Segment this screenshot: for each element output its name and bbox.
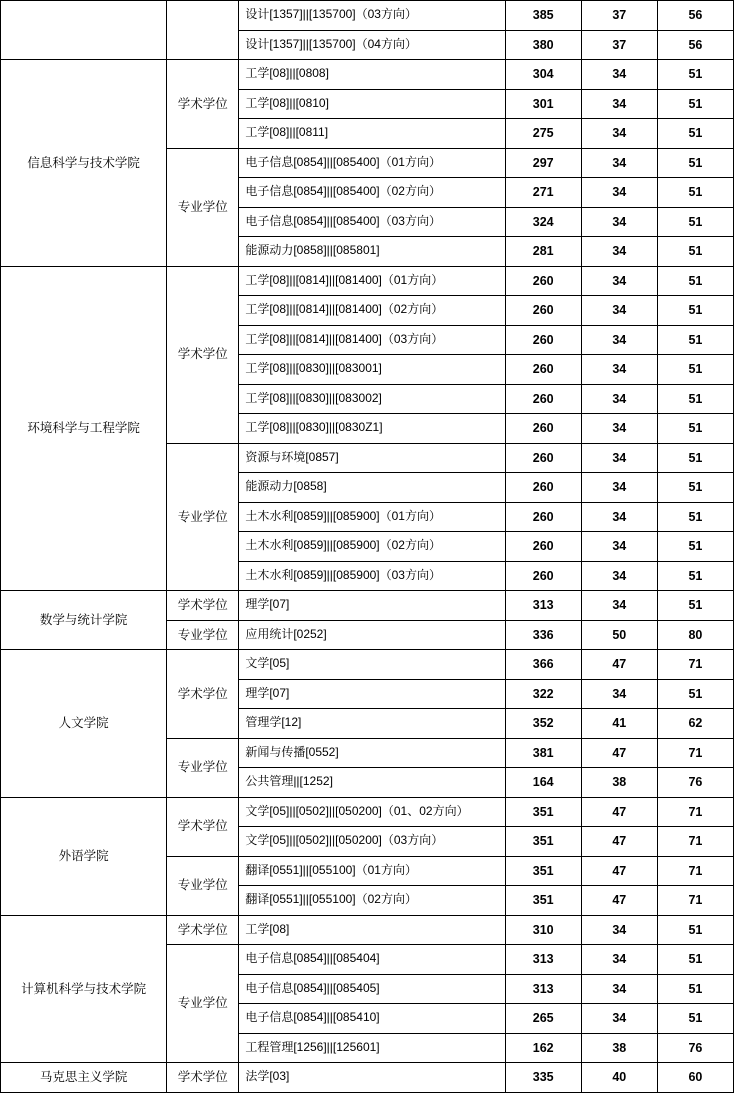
total-score-cell: 271 bbox=[505, 178, 581, 208]
single-subject-1-cell: 41 bbox=[581, 709, 657, 739]
single-subject-2-cell: 51 bbox=[657, 974, 733, 1004]
single-subject-1-cell: 47 bbox=[581, 827, 657, 857]
major-cell: 土木水利[0859]||[085900]（02方向） bbox=[239, 532, 505, 562]
single-subject-2-cell: 51 bbox=[657, 207, 733, 237]
single-subject-1-cell: 34 bbox=[581, 1004, 657, 1034]
single-subject-1-cell: 37 bbox=[581, 1, 657, 31]
single-subject-1-cell: 34 bbox=[581, 915, 657, 945]
single-subject-1-cell: 34 bbox=[581, 502, 657, 532]
single-subject-2-cell: 51 bbox=[657, 296, 733, 326]
single-subject-1-cell: 34 bbox=[581, 414, 657, 444]
single-subject-1-cell: 34 bbox=[581, 355, 657, 385]
single-subject-1-cell: 34 bbox=[581, 591, 657, 621]
degree-type-cell: 专业学位 bbox=[167, 856, 239, 915]
major-cell: 电子信息[0854]||[085400]（01方向） bbox=[239, 148, 505, 178]
single-subject-2-cell: 51 bbox=[657, 384, 733, 414]
total-score-cell: 313 bbox=[505, 591, 581, 621]
degree-type-cell: 学术学位 bbox=[167, 797, 239, 856]
single-subject-2-cell: 51 bbox=[657, 945, 733, 975]
single-subject-1-cell: 34 bbox=[581, 266, 657, 296]
degree-type-cell: 专业学位 bbox=[167, 148, 239, 266]
major-cell: 工学[08]||[0811] bbox=[239, 119, 505, 149]
major-cell: 工学[08]||[0814]||[081400]（03方向） bbox=[239, 325, 505, 355]
table-row bbox=[1, 797, 734, 827]
single-subject-1-cell: 34 bbox=[581, 148, 657, 178]
single-subject-1-cell: 34 bbox=[581, 532, 657, 562]
table-row bbox=[1, 591, 734, 621]
total-score-cell: 162 bbox=[505, 1033, 581, 1063]
single-subject-2-cell: 51 bbox=[657, 89, 733, 119]
major-cell: 工学[08]||[0830]||[083002] bbox=[239, 384, 505, 414]
single-subject-2-cell: 56 bbox=[657, 30, 733, 60]
single-subject-1-cell: 34 bbox=[581, 473, 657, 503]
major-cell: 公共管理||[1252] bbox=[239, 768, 505, 798]
single-subject-1-cell: 34 bbox=[581, 237, 657, 267]
major-cell: 应用统计[0252] bbox=[239, 620, 505, 650]
college-cell: 人文学院 bbox=[1, 650, 167, 798]
degree-type-cell: 专业学位 bbox=[167, 620, 239, 650]
major-cell: 工学[08]||[0814]||[081400]（01方向） bbox=[239, 266, 505, 296]
college-cell: 信息科学与技术学院 bbox=[1, 60, 167, 267]
total-score-cell: 351 bbox=[505, 856, 581, 886]
single-subject-1-cell: 34 bbox=[581, 974, 657, 1004]
degree-type-cell: 学术学位 bbox=[167, 1063, 239, 1093]
degree-type-cell: 学术学位 bbox=[167, 60, 239, 149]
total-score-cell: 336 bbox=[505, 620, 581, 650]
degree-type-cell: 学术学位 bbox=[167, 650, 239, 739]
single-subject-2-cell: 60 bbox=[657, 1063, 733, 1093]
single-subject-2-cell: 51 bbox=[657, 266, 733, 296]
major-cell: 电子信息[0854]||[085400]（02方向） bbox=[239, 178, 505, 208]
single-subject-2-cell: 51 bbox=[657, 148, 733, 178]
total-score-cell: 301 bbox=[505, 89, 581, 119]
total-score-cell: 313 bbox=[505, 945, 581, 975]
major-cell: 翻译[0551]||[055100]（01方向） bbox=[239, 856, 505, 886]
degree-type-cell: 专业学位 bbox=[167, 738, 239, 797]
total-score-cell: 310 bbox=[505, 915, 581, 945]
single-subject-1-cell: 38 bbox=[581, 1033, 657, 1063]
single-subject-2-cell: 51 bbox=[657, 178, 733, 208]
single-subject-1-cell: 34 bbox=[581, 178, 657, 208]
total-score-cell: 260 bbox=[505, 266, 581, 296]
total-score-cell: 335 bbox=[505, 1063, 581, 1093]
table-row bbox=[1, 1, 734, 31]
single-subject-2-cell: 56 bbox=[657, 1, 733, 31]
total-score-cell: 260 bbox=[505, 414, 581, 444]
single-subject-2-cell: 51 bbox=[657, 561, 733, 591]
single-subject-1-cell: 47 bbox=[581, 650, 657, 680]
single-subject-2-cell: 71 bbox=[657, 856, 733, 886]
degree-type-cell: 专业学位 bbox=[167, 945, 239, 1063]
single-subject-2-cell: 62 bbox=[657, 709, 733, 739]
total-score-cell: 275 bbox=[505, 119, 581, 149]
single-subject-1-cell: 34 bbox=[581, 384, 657, 414]
major-cell: 文学[05]||[0502]||[050200]（03方向） bbox=[239, 827, 505, 857]
degree-type-cell bbox=[167, 1, 239, 60]
major-cell: 工程管理[1256]||[125601] bbox=[239, 1033, 505, 1063]
major-cell: 管理学[12] bbox=[239, 709, 505, 739]
total-score-cell: 381 bbox=[505, 738, 581, 768]
major-cell: 工学[08]||[0808] bbox=[239, 60, 505, 90]
college-cell: 环境科学与工程学院 bbox=[1, 266, 167, 591]
single-subject-1-cell: 34 bbox=[581, 60, 657, 90]
single-subject-1-cell: 34 bbox=[581, 207, 657, 237]
total-score-cell: 313 bbox=[505, 974, 581, 1004]
single-subject-1-cell: 34 bbox=[581, 119, 657, 149]
total-score-cell: 281 bbox=[505, 237, 581, 267]
table-row bbox=[1, 60, 734, 90]
single-subject-1-cell: 34 bbox=[581, 89, 657, 119]
major-cell: 法学[03] bbox=[239, 1063, 505, 1093]
major-cell: 电子信息[0854]||[085405] bbox=[239, 974, 505, 1004]
total-score-cell: 297 bbox=[505, 148, 581, 178]
major-cell: 翻译[0551]||[055100]（02方向） bbox=[239, 886, 505, 916]
table-row bbox=[1, 650, 734, 680]
major-cell: 电子信息[0854]||[085400]（03方向） bbox=[239, 207, 505, 237]
single-subject-1-cell: 38 bbox=[581, 768, 657, 798]
degree-type-cell: 学术学位 bbox=[167, 591, 239, 621]
major-cell: 土木水利[0859]||[085900]（03方向） bbox=[239, 561, 505, 591]
total-score-cell: 380 bbox=[505, 30, 581, 60]
major-cell: 理学[07] bbox=[239, 591, 505, 621]
single-subject-1-cell: 47 bbox=[581, 856, 657, 886]
college-cell: 数学与统计学院 bbox=[1, 591, 167, 650]
total-score-cell: 351 bbox=[505, 827, 581, 857]
single-subject-1-cell: 34 bbox=[581, 561, 657, 591]
single-subject-2-cell: 71 bbox=[657, 886, 733, 916]
single-subject-2-cell: 51 bbox=[657, 119, 733, 149]
table-row bbox=[1, 915, 734, 945]
total-score-cell: 260 bbox=[505, 502, 581, 532]
degree-type-cell: 学术学位 bbox=[167, 915, 239, 945]
single-subject-2-cell: 51 bbox=[657, 1004, 733, 1034]
degree-type-cell: 专业学位 bbox=[167, 443, 239, 591]
single-subject-1-cell: 37 bbox=[581, 30, 657, 60]
major-cell: 能源动力[0858] bbox=[239, 473, 505, 503]
major-cell: 文学[05]||[0502]||[050200]（01、02方向） bbox=[239, 797, 505, 827]
single-subject-2-cell: 71 bbox=[657, 827, 733, 857]
single-subject-2-cell: 51 bbox=[657, 237, 733, 267]
total-score-cell: 304 bbox=[505, 60, 581, 90]
single-subject-2-cell: 80 bbox=[657, 620, 733, 650]
total-score-cell: 260 bbox=[505, 561, 581, 591]
table-row bbox=[1, 266, 734, 296]
major-cell: 工学[08]||[0830]||[0830Z1] bbox=[239, 414, 505, 444]
major-cell: 能源动力[0858]||[085801] bbox=[239, 237, 505, 267]
major-cell: 工学[08]||[0814]||[081400]（02方向） bbox=[239, 296, 505, 326]
single-subject-2-cell: 76 bbox=[657, 1033, 733, 1063]
single-subject-2-cell: 51 bbox=[657, 502, 733, 532]
total-score-cell: 265 bbox=[505, 1004, 581, 1034]
single-subject-2-cell: 51 bbox=[657, 355, 733, 385]
single-subject-2-cell: 51 bbox=[657, 679, 733, 709]
college-cell: 计算机科学与技术学院 bbox=[1, 915, 167, 1063]
major-cell: 设计[1357]||[135700]（03方向） bbox=[239, 1, 505, 31]
single-subject-2-cell: 51 bbox=[657, 414, 733, 444]
single-subject-2-cell: 51 bbox=[657, 591, 733, 621]
total-score-cell: 260 bbox=[505, 532, 581, 562]
college-cell: 马克思主义学院 bbox=[1, 1063, 167, 1093]
single-subject-2-cell: 71 bbox=[657, 797, 733, 827]
single-subject-2-cell: 71 bbox=[657, 738, 733, 768]
single-subject-2-cell: 51 bbox=[657, 532, 733, 562]
single-subject-1-cell: 34 bbox=[581, 296, 657, 326]
single-subject-2-cell: 76 bbox=[657, 768, 733, 798]
single-subject-2-cell: 51 bbox=[657, 915, 733, 945]
major-cell: 资源与环境[0857] bbox=[239, 443, 505, 473]
total-score-cell: 164 bbox=[505, 768, 581, 798]
single-subject-2-cell: 51 bbox=[657, 60, 733, 90]
college-cell: 外语学院 bbox=[1, 797, 167, 915]
single-subject-1-cell: 34 bbox=[581, 325, 657, 355]
table-row bbox=[1, 1063, 734, 1093]
total-score-cell: 260 bbox=[505, 443, 581, 473]
major-cell: 文学[05] bbox=[239, 650, 505, 680]
single-subject-1-cell: 40 bbox=[581, 1063, 657, 1093]
score-table-body bbox=[1, 1, 734, 1093]
total-score-cell: 366 bbox=[505, 650, 581, 680]
single-subject-2-cell: 71 bbox=[657, 650, 733, 680]
single-subject-2-cell: 51 bbox=[657, 473, 733, 503]
major-cell: 理学[07] bbox=[239, 679, 505, 709]
major-cell: 新闻与传播[0552] bbox=[239, 738, 505, 768]
major-cell: 设计[1357]||[135700]（04方向） bbox=[239, 30, 505, 60]
major-cell: 工学[08]||[0830]||[083001] bbox=[239, 355, 505, 385]
total-score-cell: 260 bbox=[505, 384, 581, 414]
major-cell: 工学[08] bbox=[239, 915, 505, 945]
single-subject-2-cell: 51 bbox=[657, 325, 733, 355]
college-cell bbox=[1, 1, 167, 60]
total-score-cell: 260 bbox=[505, 473, 581, 503]
single-subject-1-cell: 50 bbox=[581, 620, 657, 650]
single-subject-2-cell: 51 bbox=[657, 443, 733, 473]
degree-type-cell: 学术学位 bbox=[167, 266, 239, 443]
single-subject-1-cell: 47 bbox=[581, 797, 657, 827]
major-cell: 电子信息[0854]||[085404] bbox=[239, 945, 505, 975]
single-subject-1-cell: 34 bbox=[581, 679, 657, 709]
major-cell: 土木水利[0859]||[085900]（01方向） bbox=[239, 502, 505, 532]
single-subject-1-cell: 34 bbox=[581, 443, 657, 473]
total-score-cell: 385 bbox=[505, 1, 581, 31]
total-score-cell: 322 bbox=[505, 679, 581, 709]
total-score-cell: 324 bbox=[505, 207, 581, 237]
total-score-cell: 260 bbox=[505, 325, 581, 355]
total-score-cell: 351 bbox=[505, 886, 581, 916]
major-cell: 工学[08]||[0810] bbox=[239, 89, 505, 119]
total-score-cell: 260 bbox=[505, 296, 581, 326]
single-subject-1-cell: 47 bbox=[581, 738, 657, 768]
total-score-cell: 351 bbox=[505, 797, 581, 827]
single-subject-1-cell: 34 bbox=[581, 945, 657, 975]
total-score-cell: 260 bbox=[505, 355, 581, 385]
total-score-cell: 352 bbox=[505, 709, 581, 739]
single-subject-1-cell: 47 bbox=[581, 886, 657, 916]
major-cell: 电子信息[0854]||[085410] bbox=[239, 1004, 505, 1034]
